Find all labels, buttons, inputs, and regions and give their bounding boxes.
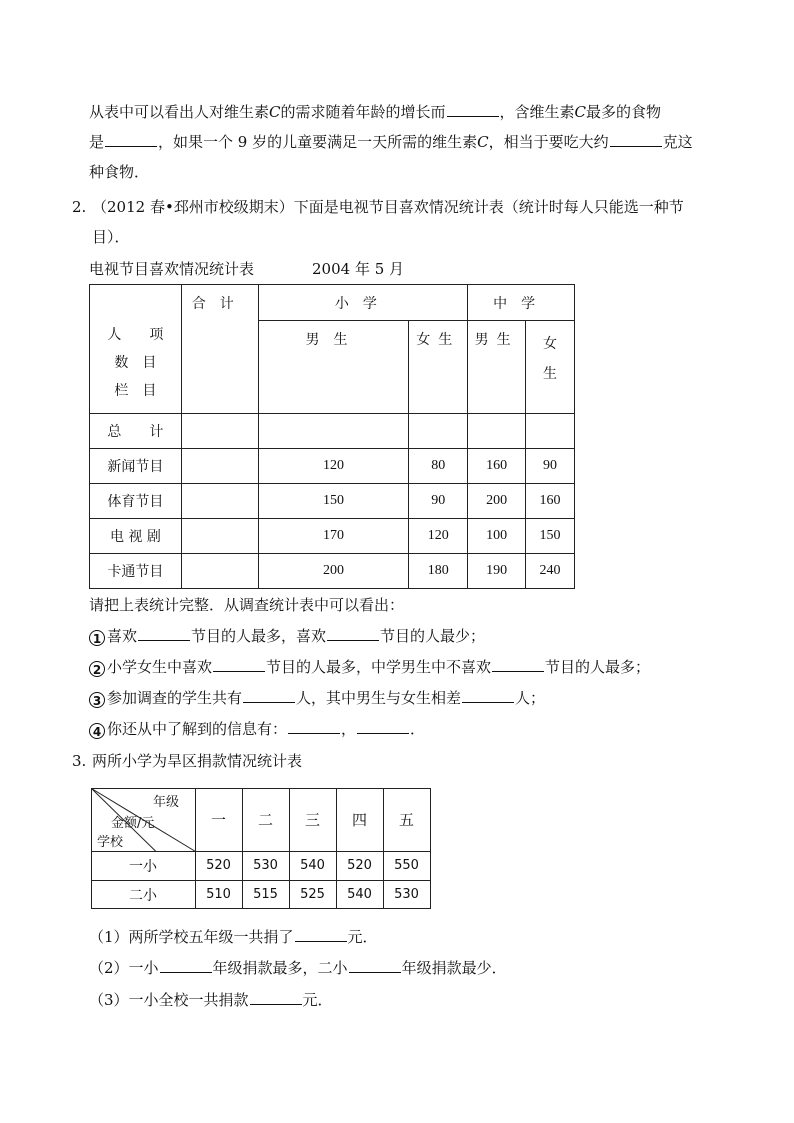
cell-value[interactable] <box>258 414 409 449</box>
item-text: 参加调查的学生共有 <box>107 689 243 707</box>
item-text: 喜欢 <box>107 627 138 645</box>
grade-header: 四 <box>351 811 367 829</box>
cell-value: 200 <box>468 484 526 519</box>
corner-text: 人 项 <box>107 327 164 343</box>
cell-value: 120 <box>258 449 409 484</box>
corner-text: 数 目 <box>114 355 157 371</box>
circled-number: 2 <box>89 661 105 677</box>
item-text: ． <box>410 720 426 738</box>
item-text: 节目的人最少； <box>380 627 486 645</box>
donation-value: 515 <box>253 887 278 902</box>
answer-blank[interactable] <box>250 990 302 1005</box>
grade-header: 三 <box>304 811 320 829</box>
answer-blank[interactable] <box>349 958 401 973</box>
answer-blank[interactable] <box>213 657 265 672</box>
cell-value[interactable] <box>409 414 468 449</box>
intro-line-2 <box>89 131 693 153</box>
header-total: 合计 <box>181 285 258 414</box>
row-label: 卡通节目 <box>90 554 182 589</box>
item-text: ， <box>341 720 357 738</box>
answer-blank[interactable] <box>105 132 157 147</box>
header-text: 女 <box>543 336 558 352</box>
q3-sub-1 <box>89 926 378 948</box>
item-text: 你还从中了解到的信息有： <box>107 720 288 738</box>
header-middle: 中学 <box>468 285 575 321</box>
intro-text: 的需求随着年龄的增长而 <box>280 103 446 121</box>
cell-value: 120 <box>409 519 468 554</box>
cell-value: 160 <box>526 484 575 519</box>
cell-value: 150 <box>526 519 575 554</box>
cell-total[interactable] <box>181 414 258 449</box>
sub-text: 年级捐款最少． <box>401 959 507 977</box>
table-row <box>90 554 575 589</box>
grade-header: 二 <box>257 811 273 829</box>
answer-blank[interactable] <box>447 102 499 117</box>
intro-text: 克这 <box>662 133 693 151</box>
corner-text: 栏 目 <box>114 383 157 399</box>
donation-value: 525 <box>300 887 325 902</box>
vitamin-c-label: C <box>269 103 281 121</box>
cell-value: 190 <box>468 554 526 589</box>
q2-item-1 <box>89 625 485 647</box>
table-title: 电视节目喜欢情况统计表 <box>89 260 255 278</box>
corner-school: 学校 <box>97 835 124 850</box>
cell-value: 240 <box>526 554 575 589</box>
table-row <box>90 519 575 554</box>
item-text: 小学女生中喜欢 <box>107 658 213 676</box>
vitamin-c-label: C <box>574 103 587 121</box>
cell-value[interactable] <box>526 414 575 449</box>
donation-value: 520 <box>347 858 372 873</box>
table-row <box>90 449 575 484</box>
cell-value: 80 <box>409 449 468 484</box>
q2-item-4 <box>89 718 425 740</box>
item-text: 节目的人最多，中学男生中不喜欢 <box>266 658 492 676</box>
vitamin-c-label: C <box>477 133 489 151</box>
answer-blank[interactable] <box>295 927 347 942</box>
donation-value: 510 <box>206 887 231 902</box>
cell-total[interactable] <box>181 449 258 484</box>
header-primary-female: 女生 <box>409 321 468 414</box>
sub-text: （3）一小全校一共捐款 <box>89 991 249 1009</box>
corner-grade: 年级 <box>153 795 180 810</box>
header-middle-female <box>526 321 575 414</box>
donation-value: 540 <box>300 858 325 873</box>
intro-text: 从表中可以看出人对维生素 <box>89 103 270 121</box>
row-label: 新闻节目 <box>90 449 182 484</box>
intro-text: ，相当于要吃大约 <box>488 133 609 151</box>
intro-text: 是 <box>89 133 105 151</box>
row-label: 电 视 剧 <box>90 519 182 554</box>
cell-value[interactable] <box>468 414 526 449</box>
answer-blank[interactable] <box>288 719 340 734</box>
q3-number: 3. <box>72 752 87 770</box>
cell-total[interactable] <box>181 554 258 589</box>
donation-value: 540 <box>347 887 372 902</box>
donation-value: 520 <box>206 858 231 873</box>
q2-instruction: 请把上表统计完整．从调查统计表中可以看出： <box>89 596 405 614</box>
cell-value: 100 <box>468 519 526 554</box>
intro-text: ，含维生素 <box>499 103 575 121</box>
donation-value: 530 <box>253 858 278 873</box>
school-label: 二小 <box>129 888 157 904</box>
table-row <box>90 414 575 449</box>
q2-text-line-1: （2012 春•邳州市校级期末）下面是电视节目喜欢情况统计表（统计时每人只能选一种节 <box>92 198 684 216</box>
cell-value: 150 <box>258 484 409 519</box>
school-label: 一小 <box>129 859 157 875</box>
sub-text: 年级捐款最多，二小 <box>212 959 348 977</box>
q2-text-line-2: 目）． <box>92 228 130 246</box>
circled-number: 3 <box>89 692 105 708</box>
cell-value: 90 <box>409 484 468 519</box>
cell-value: 180 <box>409 554 468 589</box>
grade-header: 一 <box>210 811 226 829</box>
circled-number: 4 <box>89 723 105 739</box>
header-primary: 小学 <box>258 285 467 321</box>
table-date: 2004 年 5 月 <box>312 260 405 278</box>
row-label: 体育节目 <box>90 484 182 519</box>
sub-text: 元． <box>302 991 333 1009</box>
donation-table <box>91 788 431 909</box>
answer-blank[interactable] <box>243 688 295 703</box>
q3-sub-3 <box>89 989 333 1011</box>
item-text: 人； <box>515 689 546 707</box>
answer-blank[interactable] <box>462 688 514 703</box>
q3-title: 两所小学为旱区捐款情况统计表 <box>92 752 303 770</box>
header-text: 生 <box>543 366 558 382</box>
intro-line-1 <box>89 101 661 123</box>
answer-blank[interactable] <box>160 958 212 973</box>
answer-blank[interactable] <box>492 657 544 672</box>
sub-text: 元． <box>347 928 378 946</box>
corner-cell <box>90 285 182 414</box>
item-text: 节目的人最多； <box>545 658 651 676</box>
q3-sub-2 <box>89 957 507 979</box>
intro-line-3: 种食物． <box>89 163 150 181</box>
header-middle-male: 男生 <box>468 321 526 414</box>
header-primary-male: 男生 <box>258 321 409 414</box>
donation-value: 550 <box>394 858 419 873</box>
sub-text: （1）两所学校五年级一共捐了 <box>89 928 294 946</box>
row-label: 总 计 <box>90 414 182 449</box>
cell-value: 200 <box>258 554 409 589</box>
cell-total[interactable] <box>181 519 258 554</box>
intro-text: ，如果一个 9 岁的儿童要满足一天所需的维生素 <box>158 133 478 151</box>
q2-number: 2. <box>72 198 87 216</box>
answer-blank[interactable] <box>138 626 190 641</box>
cell-value: 160 <box>468 449 526 484</box>
q2-item-3 <box>89 687 545 709</box>
corner-amount: 金额/元 <box>111 816 155 831</box>
cell-value: 90 <box>526 449 575 484</box>
grade-header: 五 <box>398 811 414 829</box>
answer-blank[interactable] <box>357 719 409 734</box>
tv-preference-table <box>89 284 575 589</box>
item-text: 人，其中男生与女生相差 <box>296 689 462 707</box>
item-text: 节目的人最多，喜欢 <box>191 627 327 645</box>
circled-number: 1 <box>89 630 105 646</box>
cell-total[interactable] <box>181 484 258 519</box>
intro-text: 最多的食物 <box>586 103 662 121</box>
table-row <box>90 484 575 519</box>
donation-value: 530 <box>394 887 419 902</box>
q2-item-2 <box>89 656 650 678</box>
cell-value: 170 <box>258 519 409 554</box>
answer-blank[interactable] <box>327 626 379 641</box>
answer-blank[interactable] <box>610 132 662 147</box>
sub-text: （2）一小 <box>89 959 159 977</box>
